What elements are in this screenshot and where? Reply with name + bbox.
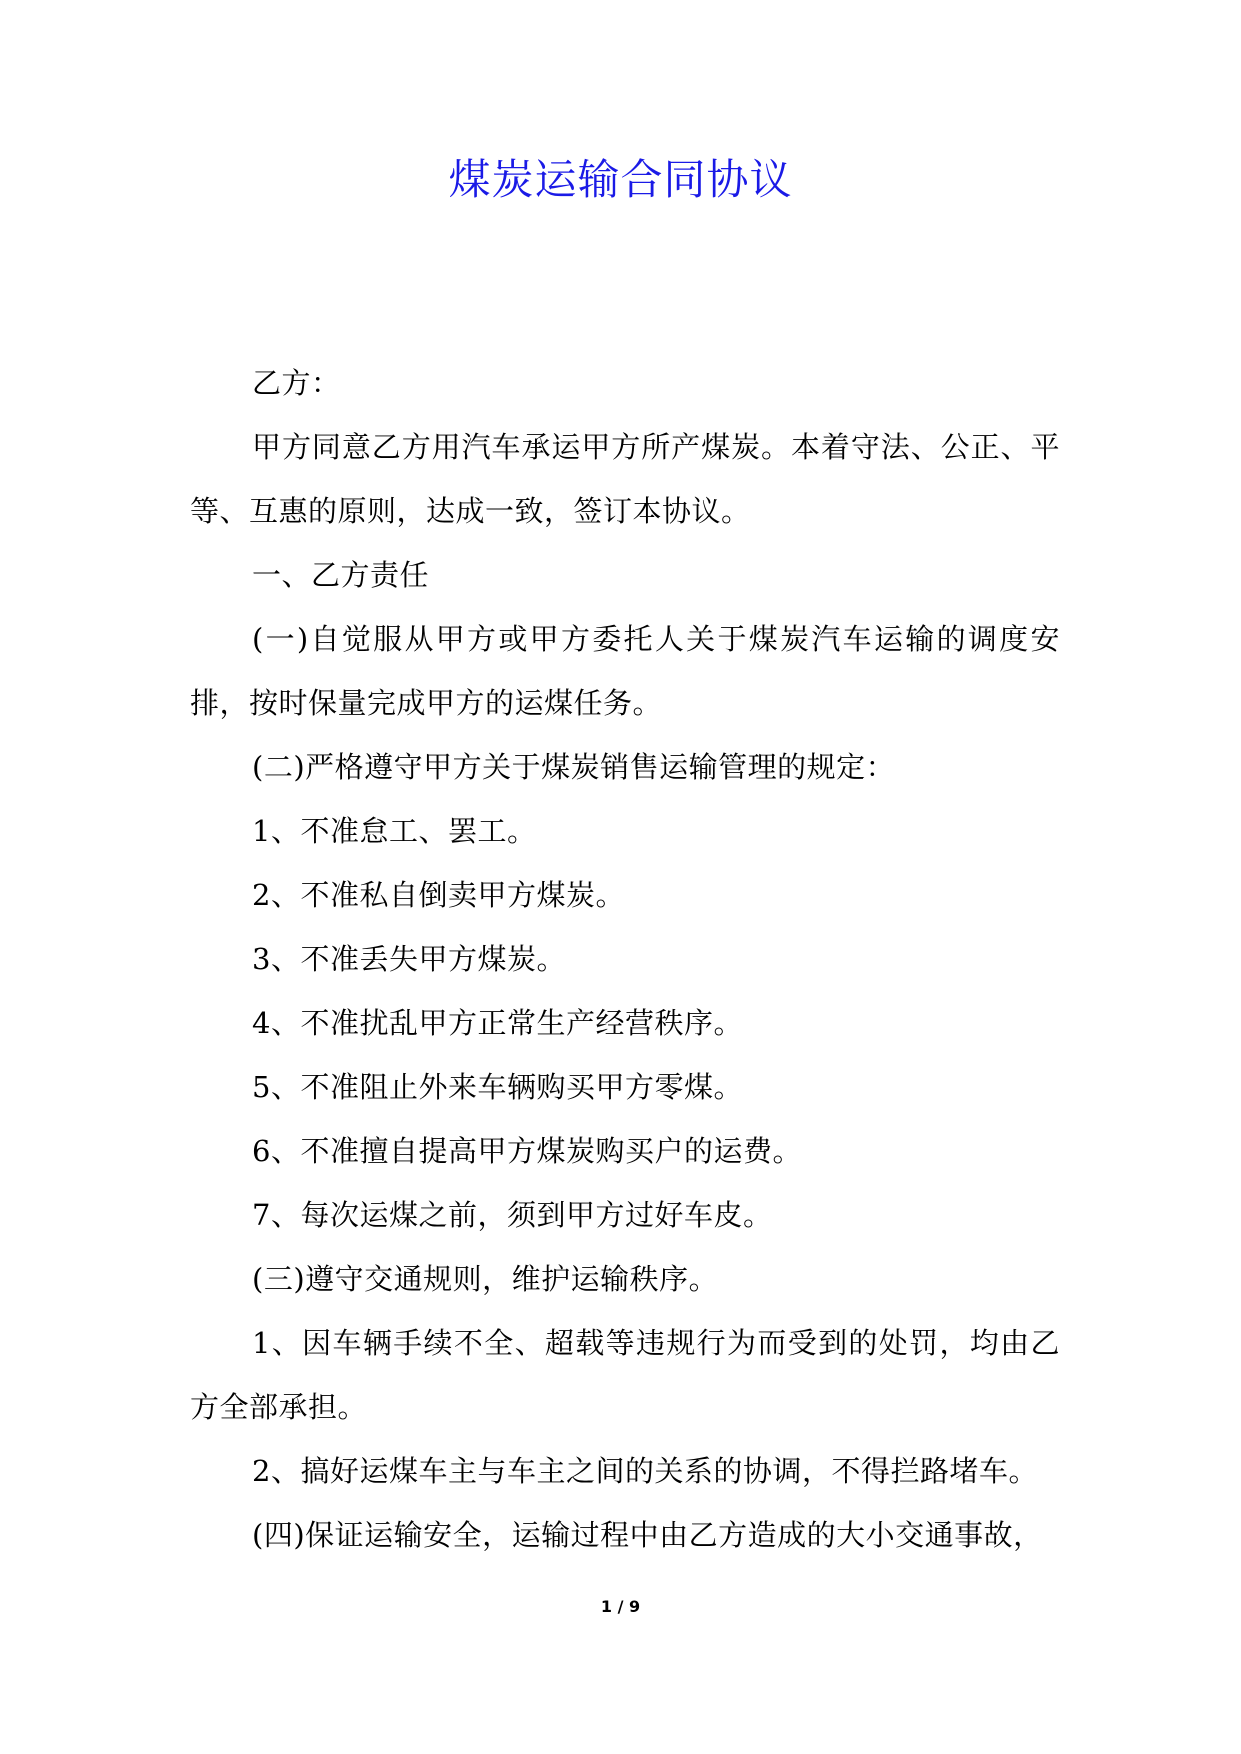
paragraph-clause-1: (一)自觉服从甲方或甲方委托人关于煤炭汽车运输的调度安排，按时保量完成甲方的运煤任务。 (190, 622, 1060, 720)
document-title: 煤炭运输合同协议 (448, 155, 793, 204)
list-item: 2、不准私自倒卖甲方煤炭。 (252, 878, 625, 912)
paragraph-clause-4: (四)保证运输安全，运输过程中由乙方造成的大小交通事故， (252, 1518, 1043, 1552)
list-item: 6、不准擅自提高甲方煤炭购买户的运费。 (252, 1134, 802, 1168)
list-item: 1、不准怠工、罢工。 (252, 814, 537, 848)
document-body (190, 351, 1060, 1567)
list-item: 5、不准阻止外来车辆购买甲方零煤。 (252, 1070, 743, 1104)
page-number: 1 / 9 (600, 1597, 641, 1616)
section-heading-party-b-duties: 一、乙方责任 (252, 558, 430, 592)
paragraph-clause-3: (三)遵守交通规则，维护运输秩序。 (252, 1262, 719, 1296)
list-item: 3、不准丢失甲方煤炭。 (252, 942, 566, 976)
list-item: 1、因车辆手续不全、超载等违规行为而受到的处罚，均由乙方全部承担。 (190, 1326, 1060, 1424)
list-item: 4、不准扰乱甲方正常生产经营秩序。 (252, 1006, 743, 1040)
list-item: 7、每次运煤之前，须到甲方过好车皮。 (252, 1198, 773, 1232)
list-item: 2、搞好运煤车主与车主之间的关系的协调，不得拦路堵车。 (252, 1454, 1038, 1488)
paragraph-preamble: 甲方同意乙方用汽车承运甲方所产煤炭。本着守法、公正、平等、互惠的原则，达成一致，签订本协议。 (190, 430, 1060, 528)
paragraph-clause-2: (二)严格遵守甲方关于煤炭销售运输管理的规定： (252, 750, 896, 784)
paragraph-party-b: 乙方： (252, 366, 341, 400)
